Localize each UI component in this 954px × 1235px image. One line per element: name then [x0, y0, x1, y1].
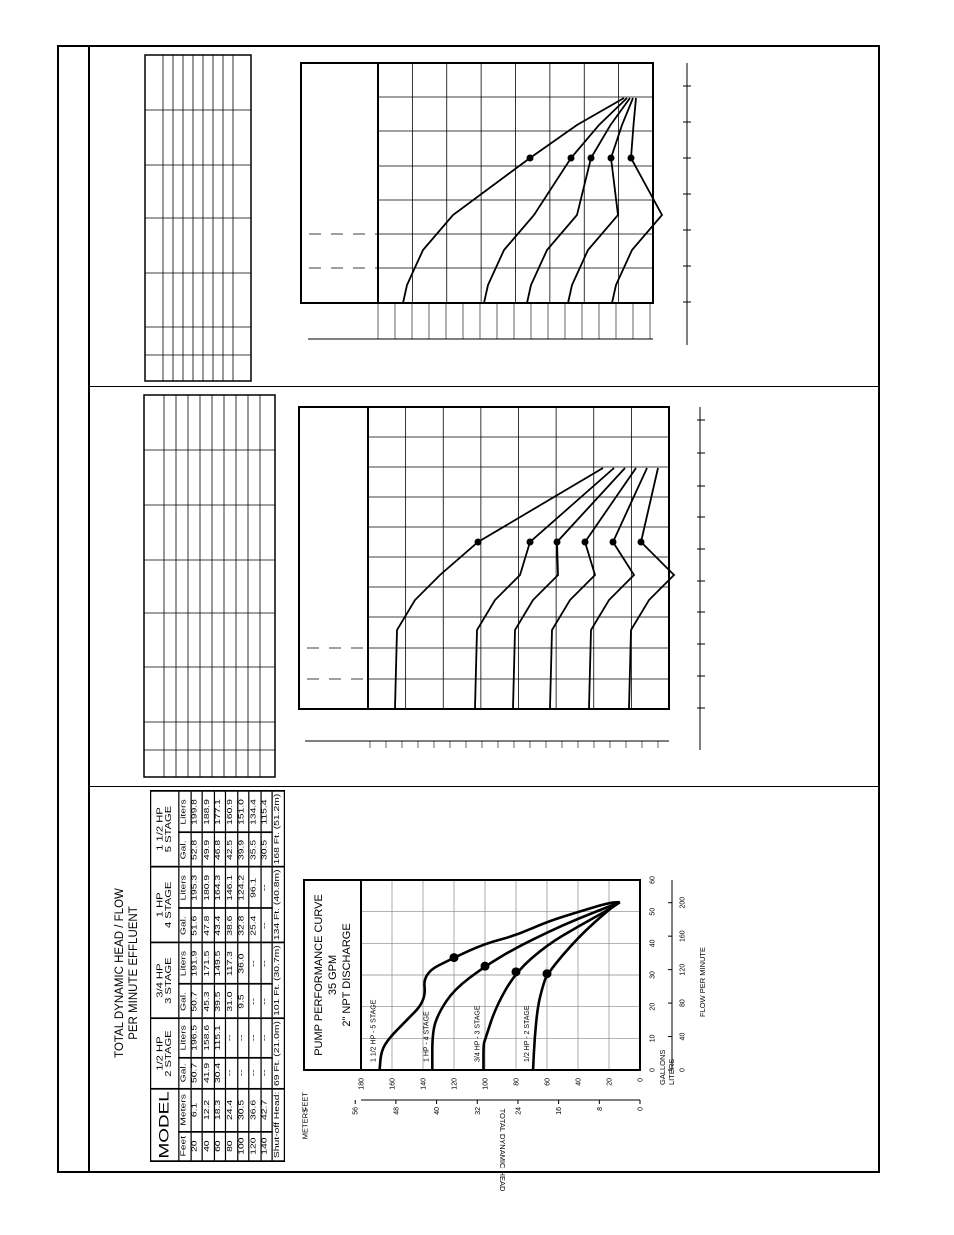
shutoff-label: Shut-off Head: [272, 1089, 284, 1162]
y-tick-label-feet: 140 [420, 1078, 428, 1090]
table-cell: -- [249, 1057, 261, 1088]
x-tick-label-gal: 50 [649, 907, 657, 916]
series-line-1 [483, 902, 619, 1070]
table-cell: 146.1 [225, 867, 237, 909]
table-cell: -- [249, 1019, 261, 1058]
table-cell: 42.7 [260, 1089, 272, 1132]
y-tick-label-feet: 60 [544, 1078, 552, 1086]
y-tick-label-meters: 40 [434, 1107, 442, 1115]
table-cell: 30.4 [214, 1057, 226, 1088]
subheader-cell: Liters [179, 867, 191, 909]
shutoff-value: 134 Ft. (40.8m) [272, 867, 284, 943]
table-cell: 36.0 [237, 943, 249, 985]
table-cell: 47.8 [202, 909, 214, 943]
chart-title: PUMP PERFORMANCE CURVE [313, 894, 325, 1056]
table-cell: 45.3 [202, 984, 214, 1018]
table-cell: 52.8 [191, 833, 203, 867]
series-marker-0 [543, 969, 552, 978]
x-tick-label-liters: 200 [679, 896, 687, 909]
series-line-3 [380, 902, 620, 1070]
table-row [202, 791, 214, 1161]
x-tick-label-gal: 20 [649, 1002, 657, 1011]
table-row [214, 791, 226, 1161]
table-cell: 191.9 [191, 943, 203, 985]
series-label-0: 1/2 HP - 2 STAGE [524, 1005, 532, 1062]
subheader-cell: Liters [179, 943, 191, 985]
table-row [237, 791, 249, 1161]
table-cell: 199.8 [191, 791, 203, 833]
table-cell: 25.4 [249, 909, 261, 943]
table-cell: -- [225, 1057, 237, 1088]
subheader-cell: Meters [179, 1089, 191, 1132]
table-cell: -- [225, 1019, 237, 1058]
table-cell: -- [260, 909, 272, 943]
y-tick-label-meters: 0 [637, 1107, 645, 1111]
shutoff-value: 69 Ft. (21.0m) [272, 1019, 284, 1089]
x-unit-liters: LITERS [667, 1058, 676, 1085]
table-cell: 42.5 [225, 833, 237, 867]
table-cell: 177.1 [214, 791, 226, 833]
table-cell: -- [260, 984, 272, 1018]
subheader-cell: Liters [179, 791, 191, 833]
series-label-3: 1 1/2 HP - 5 STAGE [370, 999, 378, 1062]
table-cell: 151.0 [237, 791, 249, 833]
table-cell: 164.3 [214, 867, 226, 909]
subheader-cell: Feet [179, 1131, 191, 1161]
table-cell: 180.9 [202, 867, 214, 909]
subheader-cell: Gal. [179, 833, 191, 867]
table-cell: -- [260, 943, 272, 985]
table-row [260, 791, 272, 1161]
table-cell: 117.3 [225, 943, 237, 985]
table-cell: 30.5 [237, 1089, 249, 1132]
y-unit-feet: FEET [300, 1092, 310, 1112]
title-line-1: TOTAL DYNAMIC HEAD / FLOW [114, 888, 126, 1058]
y-tick-label-feet: 180 [358, 1078, 366, 1090]
table-cell: 124.2 [237, 867, 249, 909]
y-tick-label-feet: 160 [389, 1078, 397, 1090]
table-cell: 36.6 [249, 1089, 261, 1132]
x-tick-label-liters: 80 [679, 999, 687, 1007]
table-cell: 32.8 [237, 909, 249, 943]
table-cell: 115.4 [260, 791, 272, 833]
table-cell: 38.6 [225, 909, 237, 943]
table-cell: 120 [249, 1131, 261, 1161]
table-cell: 24.4 [225, 1089, 237, 1132]
x-tick-label-gal: 40 [649, 939, 657, 948]
model-header-3: 1 1/2 HP 5 STAGE [151, 791, 179, 867]
title-line-2: PER MINUTE EFFLUENT [128, 906, 140, 1040]
table-row [225, 791, 237, 1161]
shutoff-value: 168 Ft. (51.2m) [272, 791, 284, 867]
table-cell: 39.9 [237, 833, 249, 867]
y-tick-label-feet: 0 [637, 1078, 645, 1082]
y-tick-label-meters: 32 [474, 1107, 482, 1115]
table-cell: -- [260, 1057, 272, 1088]
model-header-2: 1 HP 4 STAGE [151, 867, 179, 943]
x-tick-label-liters: 160 [679, 930, 687, 942]
table-cell: 158.6 [202, 1019, 214, 1058]
table-cell: 41.9 [202, 1057, 214, 1088]
table-cell: 149.5 [214, 943, 226, 985]
x-tick-label-liters: 120 [679, 963, 687, 976]
series-label-1: 3/4 HP - 3 STAGE [474, 1005, 482, 1062]
series-marker-3 [450, 953, 459, 962]
model-header-1: 3/4 HP 3 STAGE [151, 943, 179, 1019]
table-cell: 50.7 [191, 984, 203, 1018]
chart-subtitle-2: 2" NPT DISCHARGE [341, 923, 353, 1027]
table-cell: 100 [237, 1131, 249, 1161]
y-tick-label-meters: 16 [556, 1107, 564, 1115]
table-cell: 6.1 [191, 1089, 203, 1132]
table-cell: 96.1 [249, 867, 261, 909]
spec-table [150, 790, 284, 1162]
table-cell: 160.9 [225, 791, 237, 833]
table-cell: -- [249, 943, 261, 985]
table-cell: -- [249, 984, 261, 1018]
x-tick-label-liters: 40 [679, 1032, 687, 1041]
chart-title-group [313, 894, 353, 1056]
subheader-cell: Liters [179, 1019, 191, 1058]
table-cell: 39.5 [214, 984, 226, 1018]
x-unit-gallons: GALLONS [658, 1049, 667, 1085]
table-cell: 140 [260, 1131, 272, 1161]
model-header-0: 1/2 HP 2 STAGE [151, 1019, 179, 1089]
table-cell: 12.2 [202, 1089, 214, 1132]
x-tick-label-gal: 60 [649, 876, 657, 884]
table-cell: 30.5 [260, 833, 272, 867]
x-tick-label-liters: 0 [679, 1068, 687, 1072]
model-header: MODEL [151, 1089, 179, 1162]
table-row [191, 791, 203, 1161]
y-tick-label-meters: 48 [393, 1107, 401, 1115]
table-cell: 171.5 [202, 943, 214, 985]
chart-subtitle-1: 35 GPM [327, 954, 339, 996]
chart-group [301, 876, 708, 1192]
table-cell: 134.4 [249, 791, 261, 833]
y-tick-label-feet: 40 [575, 1078, 583, 1086]
table-cell: 80 [225, 1131, 237, 1161]
table-cell: -- [237, 1057, 249, 1088]
table-cell: 43.4 [214, 909, 226, 943]
y-tick-label-feet: 120 [451, 1078, 459, 1090]
series-marker-1 [512, 967, 521, 976]
y-unit-meters: METERS [300, 1108, 310, 1140]
table-cell: 60 [214, 1131, 226, 1161]
table-cell: 115.1 [214, 1019, 226, 1058]
x-axis-label: FLOW PER MINUTE [698, 946, 707, 1018]
table-cell: 46.8 [214, 833, 226, 867]
table-cell: -- [260, 1019, 272, 1058]
table-cell: 35.5 [249, 833, 261, 867]
table-cell: 51.6 [191, 909, 203, 943]
y-tick-label-feet: 20 [606, 1078, 614, 1086]
x-tick-label-gal: 10 [649, 1034, 657, 1043]
table-cell: 188.9 [202, 791, 214, 833]
subheader-cell: Gal. [179, 1057, 191, 1088]
subheader-cell: Gal. [179, 984, 191, 1018]
shutoff-value: 101 Ft. (30.7m) [272, 943, 284, 1019]
x-tick-label-gal: 30 [649, 971, 657, 979]
table-cell: 196.5 [191, 1019, 203, 1058]
table-row [249, 791, 261, 1161]
series-marker-2 [481, 962, 490, 971]
table-cell: 18.3 [214, 1089, 226, 1132]
series-label-2: 1 HP - 4 STAGE [423, 1011, 431, 1062]
y-tick-label-meters: 56 [352, 1107, 360, 1115]
table-cell: 195.3 [191, 867, 203, 909]
y-tick-label-meters: 24 [515, 1107, 523, 1115]
table-cell: 31.0 [225, 984, 237, 1018]
y-tick-label-feet: 100 [482, 1078, 490, 1090]
y-tick-label-meters: 8 [596, 1107, 604, 1111]
table-cell: 20 [191, 1131, 203, 1161]
table-cell: -- [237, 1019, 249, 1058]
table-cell: 9.5 [237, 984, 249, 1018]
table-cell: 40 [202, 1131, 214, 1161]
y-axis-label: TOTAL DYNAMIC HEAD [498, 1108, 507, 1192]
y-tick-label-feet: 80 [513, 1078, 521, 1086]
table-cell: 49.9 [202, 833, 214, 867]
x-tick-label-gal: 0 [649, 1068, 657, 1072]
subheader-cell: Gal. [179, 909, 191, 943]
table-cell: -- [260, 867, 272, 909]
table-cell: 50.7 [191, 1057, 203, 1088]
